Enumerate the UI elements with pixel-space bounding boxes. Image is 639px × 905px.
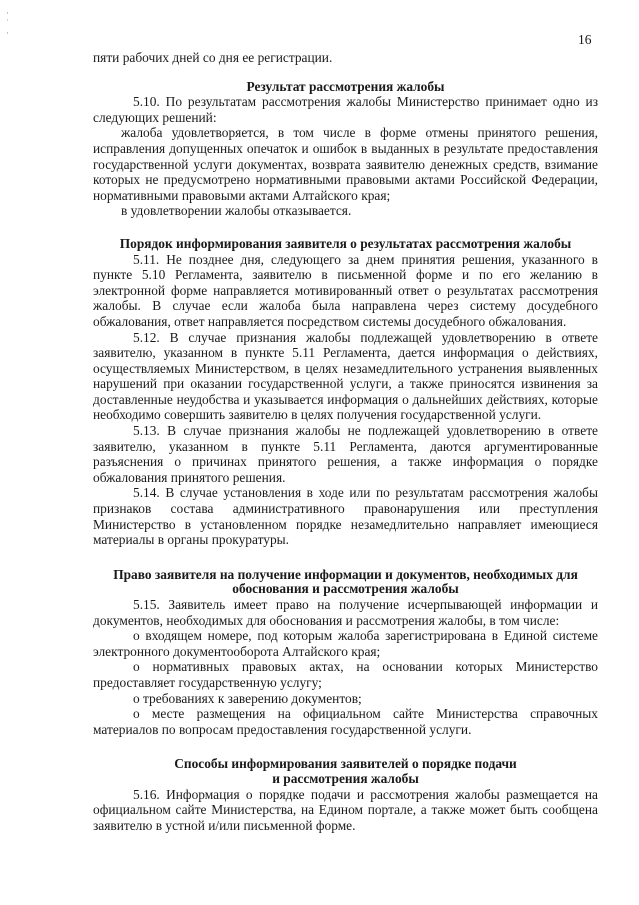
right-item-4: о месте размещения на официальном сайте Министерства справочных материалов по вопросам предоставления государственной услуги. <box>93 706 598 737</box>
scan-marks: · ˙ · <box>6 8 9 38</box>
section-title-methods-line-1: Способы информирования заявителей о порядке подачи <box>174 756 517 772</box>
section-title-rights-line-2: обоснования и рассмотрения жалобы <box>232 581 459 597</box>
decision-item-1: жалоба удовлетворяется, в том числе в форме отмены принятого решения, исправления допущенных опечаток и ошибок в выданных в результате предоставления государственной услуги документах, возврата заявителю денежных средств, взимание которых не предусмотрено нормативными правовыми актами Российской Федерации, нормативными правовыми актами Алтайского края; <box>93 125 598 203</box>
right-item-1: о входящем номере, под которым жалоба зарегистрирована в Единой системе электронного документооборота Алтайского края; <box>93 628 598 659</box>
section-title-methods-line-2: и рассмотрения жалобы <box>272 770 419 786</box>
section-title-rights <box>93 568 598 597</box>
right-item-2: о нормативных правовых актах, на основании которых Министерство предоставляет государственную услугу; <box>93 659 598 690</box>
paragraph-5-14: 5.14. В случае установления в ходе или по результатам рассмотрения жалобы признаков состава административного правонарушения или преступления Министерство в установленном порядке незамедлительно направляет имеющиеся материалы в органы прокуратуры. <box>93 485 598 548</box>
section-title-methods <box>93 757 598 786</box>
decision-item-2: в удовлетворении жалобы отказывается. <box>121 203 352 219</box>
paragraph-5-10: 5.10. По результатам рассмотрения жалобы Министерство принимает одно из следующих решений: <box>93 94 598 125</box>
paragraph-5-15: 5.15. Заявитель имеет право на получение исчерпывающей информации и документов, необходимых для обоснования и рассмотрения жалобы, в том числе: <box>93 597 598 628</box>
section-title-rights-line-1: Право заявителя на получение информации и документов, необходимых для <box>113 566 578 582</box>
paragraph-5-12: 5.12. В случае признания жалобы подлежащей удовлетворению в ответе заявителю, указанном в пункте 5.11 Регламента, дается информация о действиях, осуществляемых Министерством, в целях незамедлительного устранения выявленных нарушений при оказании государственной услуги, а также приносятся извинения за доставленные неудобства и указывается информация о дальнейших действиях, которые необходимо совершить заявителю в целях получения государственной услуги. <box>93 329 598 423</box>
page-content <box>93 50 598 833</box>
right-item-3: о требованиях к заверению документов; <box>133 690 362 706</box>
page-number: 16 <box>578 32 592 47</box>
section-title-result: Результат рассмотрения жалобы <box>246 78 445 94</box>
paragraph-5-16: 5.16. Информация о порядке подачи и рассмотрения жалобы размещается на официальном сайте Министерства, на Едином портале, а также может быть сообщена заявителю в устной и/или письменной форме. <box>93 786 598 833</box>
intro-text: пяти рабочих дней со дня ее регистрации. <box>93 50 333 65</box>
section-title-informing: Порядок информирования заявителя о результатах рассмотрения жалобы <box>119 235 572 251</box>
paragraph-5-13: 5.13. В случае признания жалобы не подлежащей удовлетворению в ответе заявителю, указанном в пункте 5.11 Регламента, даются аргументированные разъяснения о причинах принятого решения, а также информация о порядке обжалования принятого решения. <box>93 423 598 485</box>
paragraph-5-11: 5.11. Не позднее дня, следующего за днем принятия решения, указанного в пункте 5.10 Регламента, заявителю в письменной форме и по его желанию в электронной форме направляется мотивированный ответ о результатах рассмотрения жалобы. В случае если жалоба была направлена через систему досудебного обжалования, ответ направляется посредством системы досудебного обжалования. <box>93 251 598 329</box>
